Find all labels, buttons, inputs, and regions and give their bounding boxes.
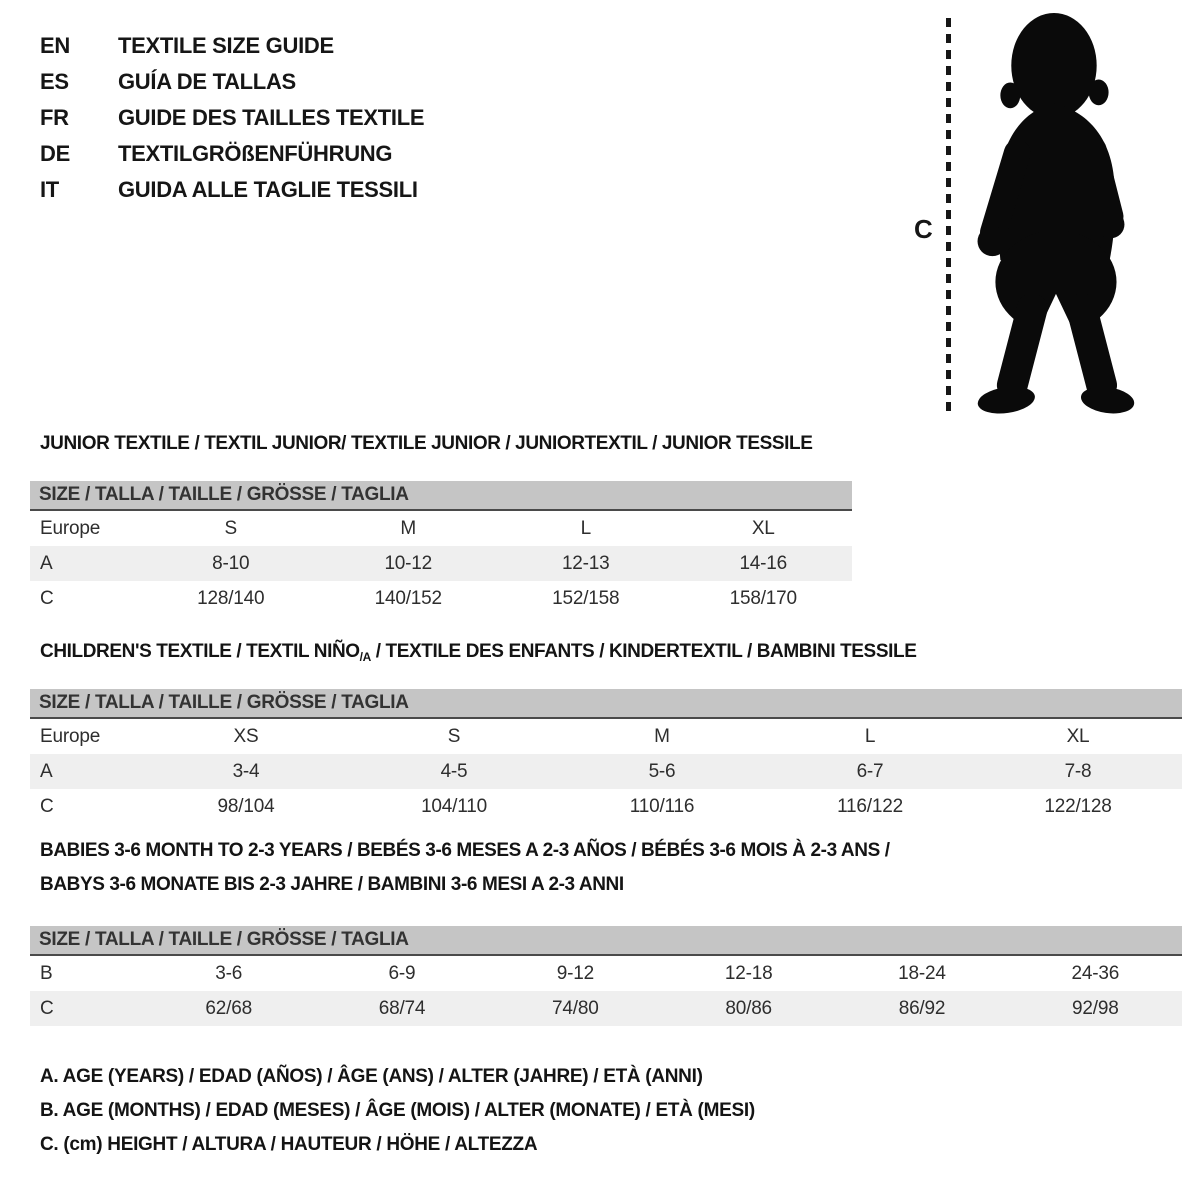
table-row xyxy=(30,956,1182,991)
table-cell: 152/158 xyxy=(552,587,620,609)
table-cell: 10-12 xyxy=(384,552,433,574)
row-label: A xyxy=(40,552,53,574)
language-code: FR xyxy=(40,105,69,130)
babies-section-heading-line1: BABIES 3-6 MONTH TO 2-3 YEARS / BEBÉS 3-6 MESES A 2-3 AÑOS / BÉBÉS 3-6 MOIS À 2-3 ANS / xyxy=(40,840,890,861)
language-row xyxy=(40,64,424,100)
table-cell: 9-12 xyxy=(556,962,594,984)
footnote-height-cm: C. (cm) HEIGHT / ALTURA / HAUTEUR / HÖHE / ALTEZZA xyxy=(40,1134,538,1155)
table-cell: S xyxy=(224,517,237,539)
row-label: A xyxy=(40,760,53,782)
table-cell: 14-16 xyxy=(739,552,788,574)
children-section-heading xyxy=(40,641,916,663)
table-row xyxy=(30,546,852,581)
table-cell: 116/122 xyxy=(837,795,903,817)
language-row xyxy=(40,28,424,64)
table-cell: 12-13 xyxy=(561,552,610,574)
row-label: B xyxy=(40,962,53,984)
row-label: Europe xyxy=(40,517,101,539)
babies-size-table xyxy=(30,926,1182,1026)
size-table-header: SIZE / TALLA / TAILLE / GRÖSSE / TAGLIA xyxy=(30,481,852,511)
baby-silhouette-icon xyxy=(962,6,1140,418)
table-cell: 24-36 xyxy=(1071,962,1120,984)
table-cell: 128/140 xyxy=(197,587,265,609)
table-cell: L xyxy=(864,725,876,747)
table-cell: 12-18 xyxy=(724,962,773,984)
height-measure-line xyxy=(946,18,951,416)
table-cell: 122/128 xyxy=(1044,795,1112,817)
table-cell: S xyxy=(447,725,461,747)
table-row xyxy=(30,789,1182,824)
language-code: ES xyxy=(40,69,69,94)
table-cell: 3-6 xyxy=(215,962,243,984)
table-cell: 62/68 xyxy=(205,997,252,1019)
table-cell: 110/116 xyxy=(629,795,695,817)
table-cell: 3-4 xyxy=(232,760,260,782)
table-cell: 8-10 xyxy=(212,552,250,574)
table-cell: 6-7 xyxy=(856,760,884,782)
language-row xyxy=(40,136,424,172)
table-cell: 86/92 xyxy=(898,997,946,1019)
table-cell: 98/104 xyxy=(217,795,275,817)
children-heading-part: CHILDREN'S TEXTILE / TEXTIL NIÑO xyxy=(40,641,360,662)
table-cell: 4-5 xyxy=(440,760,468,782)
children-size-table xyxy=(30,689,1182,824)
table-cell: M xyxy=(654,725,670,747)
table-cell: 140/152 xyxy=(374,587,442,609)
table-cell: 7-8 xyxy=(1064,760,1092,782)
row-label: C xyxy=(40,795,54,817)
table-row xyxy=(30,719,1182,754)
junior-size-table xyxy=(30,481,852,616)
table-cell: 158/170 xyxy=(729,587,797,609)
table-cell: 18-24 xyxy=(898,962,946,984)
language-code: IT xyxy=(40,177,59,202)
table-cell: 6-9 xyxy=(388,962,416,984)
legend-footnotes xyxy=(40,1066,755,1168)
row-label: C xyxy=(40,997,54,1019)
table-cell: XL xyxy=(1066,725,1090,747)
size-table-header: SIZE / TALLA / TAILLE / GRÖSSE / TAGLIA xyxy=(30,926,1182,956)
table-cell: 68/74 xyxy=(378,997,426,1019)
guide-title: GUIDE DES TAILLES TEXTILE xyxy=(118,105,425,130)
guide-title: TEXTILE SIZE GUIDE xyxy=(118,33,334,58)
table-row xyxy=(30,754,1182,789)
language-row xyxy=(40,172,424,208)
guide-title: GUIDA ALLE TAGLIE TESSILI xyxy=(118,177,418,202)
language-title-block xyxy=(40,28,424,208)
height-measure-label: C xyxy=(914,214,933,244)
table-cell: 74/80 xyxy=(552,997,599,1019)
footnote-age-years: A. AGE (YEARS) / EDAD (AÑOS) / ÂGE (ANS) / ALTER (JAHRE) / ETÀ (ANNI) xyxy=(40,1066,703,1087)
table-cell: 80/86 xyxy=(725,997,772,1019)
table-cell: XS xyxy=(233,725,259,747)
language-code: EN xyxy=(40,33,70,58)
row-label: C xyxy=(40,587,54,609)
table-cell: 5-6 xyxy=(648,760,676,782)
language-row xyxy=(40,100,424,136)
language-code: DE xyxy=(40,141,70,166)
table-row xyxy=(30,511,852,546)
table-row xyxy=(30,581,852,616)
guide-title: GUÍA DE TALLAS xyxy=(118,69,296,94)
table-cell: XL xyxy=(751,517,775,539)
table-cell: 92/98 xyxy=(1072,997,1119,1019)
footnote-age-months: B. AGE (MONTHS) / EDAD (MESES) / ÂGE (MOIS) / ALTER (MONATE) / ETÀ (MESI) xyxy=(40,1100,755,1121)
table-cell: 104/110 xyxy=(421,795,487,817)
children-heading-part: / TEXTILE DES ENFANTS / KINDERTEXTIL / BAMBINI TESSILE xyxy=(370,641,917,662)
row-label: Europe xyxy=(40,725,101,747)
babies-section-heading-line2: BABYS 3-6 MONATE BIS 2-3 JAHRE / BAMBINI 3-6 MESI A 2-3 ANNI xyxy=(40,874,624,895)
table-row xyxy=(30,991,1182,1026)
children-heading-sub: /A xyxy=(359,650,371,664)
guide-title: TEXTILGRÖßENFÜHRUNG xyxy=(118,141,393,166)
table-cell: L xyxy=(580,517,591,539)
size-table-header: SIZE / TALLA / TAILLE / GRÖSSE / TAGLIA xyxy=(30,689,1182,719)
table-cell: M xyxy=(400,517,417,539)
junior-section-heading: JUNIOR TEXTILE / TEXTIL JUNIOR/ TEXTILE JUNIOR / JUNIORTEXTIL / JUNIOR TESSILE xyxy=(40,433,813,454)
